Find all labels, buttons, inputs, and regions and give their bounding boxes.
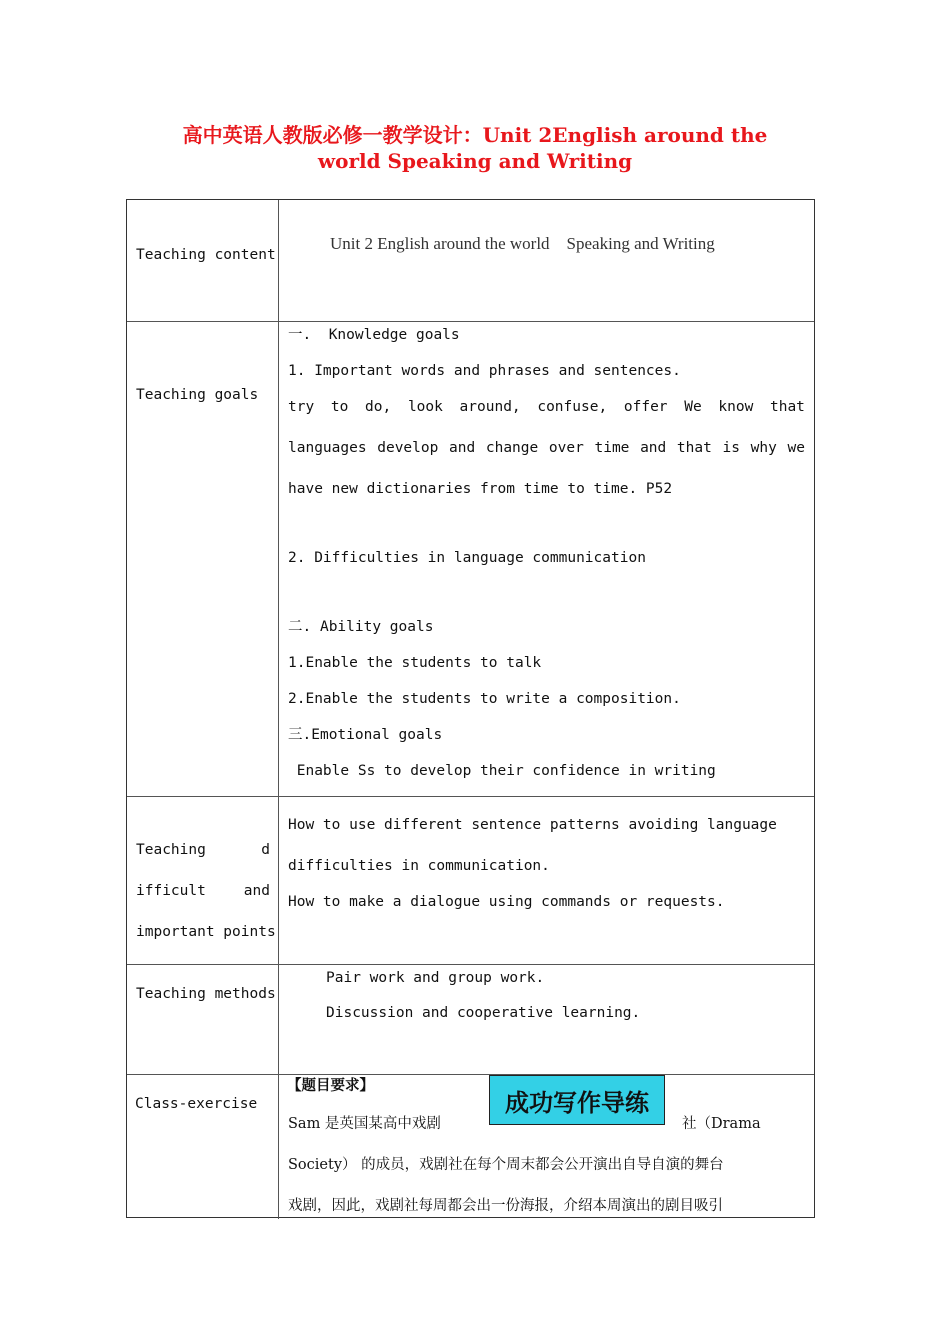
label-class-exercise: Class-exercise bbox=[135, 1096, 258, 1112]
label-cell bbox=[127, 965, 279, 1074]
lesson-plan-table bbox=[126, 199, 815, 1218]
row-teaching-methods bbox=[127, 965, 814, 1075]
label-word: Teaching bbox=[136, 842, 206, 858]
value-cell bbox=[279, 1075, 814, 1219]
label-line: important points bbox=[136, 924, 276, 940]
document-title bbox=[150, 122, 800, 174]
word: we bbox=[787, 440, 805, 456]
goal-line: 1.Enable the students to talk bbox=[288, 655, 542, 671]
difficult-line: How to use different sentence patterns avoiding language bbox=[288, 817, 777, 833]
word: that bbox=[769, 399, 805, 415]
word: try bbox=[288, 399, 315, 415]
label-teaching-goals: Teaching goals bbox=[136, 387, 259, 403]
word: develop bbox=[377, 440, 439, 456]
word: know bbox=[718, 399, 754, 415]
method-line: Discussion and cooperative learning. bbox=[326, 1005, 641, 1021]
word: to bbox=[330, 399, 349, 415]
exercise-line: 社（Drama bbox=[682, 1116, 761, 1132]
exercise-line: 戏剧，因此，戏剧社每周都会出一份海报，介绍本周演出的剧目吸引 bbox=[288, 1198, 723, 1214]
word: time bbox=[594, 440, 630, 456]
word: change bbox=[485, 440, 539, 456]
value-cell bbox=[279, 965, 814, 1074]
goal-line: 2.Enable the students to write a composition. bbox=[288, 691, 681, 707]
value-cell bbox=[279, 797, 814, 964]
exercise-heading: 【题目要求】 bbox=[287, 1078, 374, 1094]
word: and bbox=[640, 440, 667, 456]
row-class-exercise bbox=[127, 1075, 814, 1219]
title-line-2: world Speaking and Writing bbox=[317, 149, 633, 173]
writing-guide-badge: 成功写作导练 bbox=[489, 1075, 665, 1125]
exercise-line: Sam 是英国某高中戏剧 bbox=[288, 1116, 441, 1132]
label-word: and bbox=[243, 883, 270, 899]
word: look bbox=[407, 399, 443, 415]
label-word: ifficult bbox=[136, 883, 206, 899]
emotional-goals-heading: 三.Emotional goals bbox=[288, 727, 443, 743]
label-teaching-methods: Teaching methods bbox=[136, 986, 276, 1002]
word: offer bbox=[623, 399, 668, 415]
label-cell bbox=[127, 322, 279, 796]
label-line bbox=[136, 841, 270, 859]
difficult-line: difficulties in communication. bbox=[288, 858, 550, 874]
word: is bbox=[722, 440, 740, 456]
word: confuse, bbox=[537, 399, 608, 415]
row-teaching-content bbox=[127, 200, 814, 322]
title-line-1: 高中英语人教版必修一教学设计：Unit 2English around the bbox=[182, 123, 768, 147]
label-line bbox=[136, 882, 270, 900]
row-teaching-goals bbox=[127, 322, 814, 797]
value-cell bbox=[279, 322, 814, 796]
exercise-line: Society） 的成员，戏剧社在每个周末都会公开演出自导自演的舞台 bbox=[288, 1157, 724, 1173]
word: why bbox=[750, 440, 777, 456]
row-difficult-points bbox=[127, 797, 814, 965]
word: that bbox=[676, 440, 712, 456]
label-cell bbox=[127, 1075, 279, 1219]
label-cell bbox=[127, 200, 279, 321]
label-cell bbox=[127, 797, 279, 964]
goal-line: 2. Difficulties in language communication bbox=[288, 550, 646, 566]
teaching-content-value: Unit 2 English around the world Speaking and Writing bbox=[330, 234, 715, 253]
word: do, bbox=[365, 399, 392, 415]
word: languages bbox=[288, 440, 367, 456]
knowledge-goals-heading: 一. Knowledge goals bbox=[288, 327, 460, 343]
goal-line: Enable Ss to develop their confidence in writing bbox=[288, 763, 716, 779]
goal-line-justified bbox=[288, 439, 805, 457]
ability-goals-heading: 二. Ability goals bbox=[288, 619, 434, 635]
goal-line-justified bbox=[288, 398, 805, 416]
label-teaching-content: Teaching content bbox=[136, 247, 276, 263]
word: We bbox=[684, 399, 702, 415]
value-cell bbox=[279, 200, 814, 321]
goal-line: have new dictionaries from time to time. P52 bbox=[288, 481, 673, 497]
method-line: Pair work and group work. bbox=[326, 970, 545, 986]
word: and bbox=[449, 440, 476, 456]
difficult-line: How to make a dialogue using commands or requests. bbox=[288, 894, 725, 910]
word: over bbox=[548, 440, 584, 456]
label-word: d bbox=[261, 842, 270, 858]
goal-line: 1. Important words and phrases and sentences. bbox=[288, 363, 681, 379]
word: around, bbox=[459, 399, 521, 415]
